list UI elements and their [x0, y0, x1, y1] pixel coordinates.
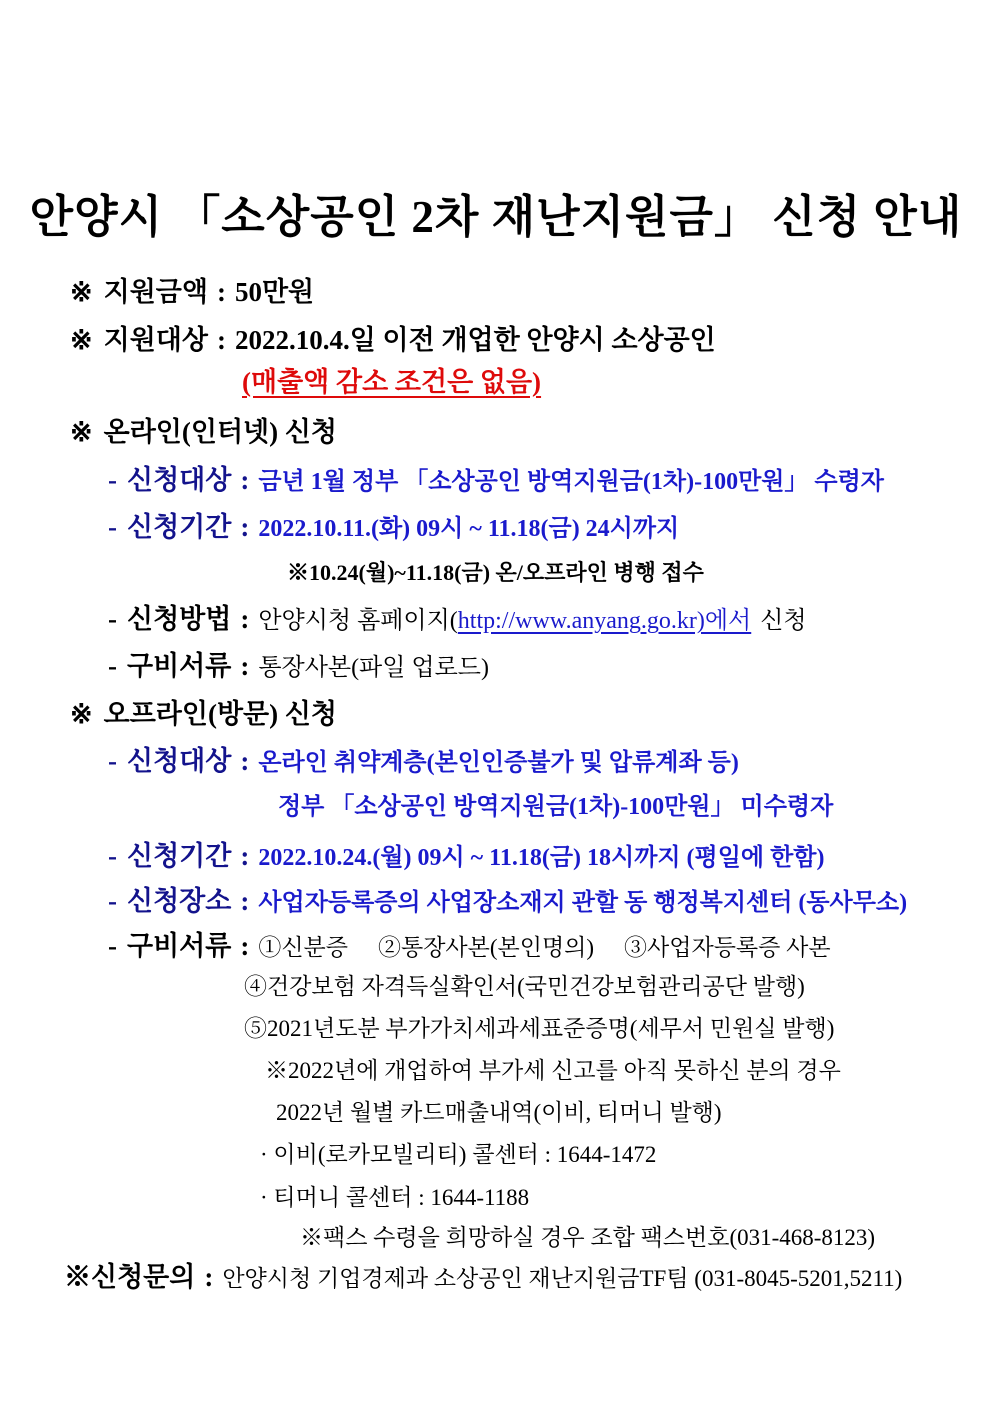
online-docs-value: 통장사본(파일 업로드) — [258, 655, 489, 681]
online-method-prefix: 안양시청 홈페이지( — [258, 608, 458, 634]
support-target-value: 2022.10.4.일 이전 개업한 안양시 소상공인 — [234, 325, 716, 355]
colon: : — [240, 931, 250, 961]
doc-item-bankbook: ②통장사본(본인명의) — [377, 935, 595, 960]
colon: : — [240, 746, 250, 776]
tmoney-callcenter-line — [260, 1184, 529, 1213]
fax-note-text: ※팩스 수령을 희망하실 경우 조합 팩스번호(031-468-8123) — [300, 1225, 876, 1250]
online-target-line — [108, 464, 884, 498]
dash-bullet: - — [108, 841, 117, 871]
colon: : — [216, 277, 226, 307]
online-period-value: 2022.10.11.(화) 09시 ~ 11.18(금) 24시까지 — [258, 516, 680, 542]
offline-target-line — [108, 745, 739, 779]
offline-target-value2: 정부 「소상공인 방역지원금(1차)-100만원」 미수령자 — [278, 794, 834, 820]
colon: : — [216, 325, 226, 355]
offline-period-label: 신청기간 — [127, 841, 232, 871]
inquiry-value: 안양시청 기업경제과 소상공인 재난지원금TF팀 (031-8045-5201,5211) — [222, 1266, 903, 1291]
dash-bullet: - — [108, 604, 117, 634]
colon: : — [204, 1262, 214, 1292]
no-sales-condition-note — [242, 366, 541, 400]
doc-item-id-card: ①신분증 — [258, 935, 348, 960]
card-sales-note-line — [276, 1099, 722, 1128]
online-period-line — [108, 511, 679, 545]
offline-place-label: 신청장소 — [127, 886, 232, 916]
offline-heading-text: 오프라인(방문) 신청 — [103, 699, 338, 729]
colon: : — [240, 651, 250, 681]
dual-channel-note: ※10.24(월)~11.18(금) 온/오프라인 병행 접수 — [287, 560, 704, 585]
online-target-label: 신청대상 — [127, 465, 232, 495]
online-section-heading — [70, 416, 337, 450]
emphasis-red-text: (매출액 감소 조건은 없음) — [242, 367, 542, 397]
offline-target-label: 신청대상 — [127, 746, 232, 776]
support-amount-label: 지원금액 — [103, 277, 208, 307]
offline-docs-extra1-line — [244, 973, 805, 1002]
page-title: 안양시 「소상공인 2차 재난지원금」 신청 안내 — [29, 192, 963, 243]
dash-bullet: - — [108, 512, 117, 542]
eb-callcenter-text: · 이비(로카모빌리티) 콜센터 : 1644-1472 — [260, 1142, 657, 1167]
support-amount-value: 50만원 — [234, 277, 315, 307]
vat-exception-note-line — [265, 1057, 841, 1086]
dash-bullet: - — [108, 651, 117, 681]
tmoney-callcenter-text: · 티머니 콜센터 : 1644-1188 — [260, 1185, 530, 1210]
online-heading-text: 온라인(인터넷) 신청 — [103, 417, 338, 447]
offline-docs-extra2-line — [244, 1015, 834, 1044]
anyang-homepage-link[interactable]: http://www.anyang.go.kr)에서 — [457, 608, 752, 634]
dash-bullet: - — [108, 465, 117, 495]
colon: : — [240, 604, 250, 634]
colon: : — [240, 886, 250, 916]
online-method-label: 신청방법 — [127, 604, 232, 634]
colon: : — [240, 465, 250, 495]
online-method-suffix: 신청 — [760, 608, 807, 634]
online-docs-label: 구비서류 — [127, 651, 232, 681]
offline-docs-line — [108, 930, 831, 964]
offline-target-continuation-line — [278, 792, 833, 822]
offline-docs-label: 구비서류 — [127, 931, 232, 961]
offline-section-heading — [70, 698, 337, 732]
inquiry-line — [64, 1261, 902, 1295]
vat-exception-note: ※2022년에 개업하여 부가세 신고를 아직 못하신 분의 경우 — [265, 1058, 841, 1083]
dash-bullet: - — [108, 746, 117, 776]
inquiry-label: 신청문의 — [91, 1262, 196, 1292]
fax-note-line — [300, 1224, 875, 1253]
online-method-line — [108, 603, 807, 637]
reference-mark: ※ — [70, 417, 93, 447]
offline-place-line — [108, 885, 907, 919]
dash-bullet: - — [108, 886, 117, 916]
doc-item-health-insurance: ④건강보험 자격득실확인서(국민건강보험관리공단 발행) — [244, 974, 805, 999]
offline-target-value: 온라인 취약계층(본인인증불가 및 압류계좌 등) — [258, 750, 739, 776]
eb-callcenter-line — [260, 1141, 656, 1170]
offline-place-value: 사업자등록증의 사업장소재지 관할 동 행정복지센터 (동사무소) — [258, 890, 908, 916]
reference-mark: ※ — [64, 1262, 91, 1292]
online-period-label: 신청기간 — [127, 512, 232, 542]
card-sales-note: 2022년 월별 카드매출내역(이비, 티머니 발행) — [276, 1100, 722, 1125]
colon: : — [240, 841, 250, 871]
reference-mark: ※ — [70, 277, 93, 307]
offline-period-line — [108, 840, 824, 874]
offline-period-value: 2022.10.24.(월) 09시 ~ 11.18(금) 18시까지 (평일에 한함) — [258, 845, 825, 871]
reference-mark: ※ — [70, 325, 93, 355]
colon: : — [240, 512, 250, 542]
doc-item-business-registration: ③사업자등록증 사본 — [624, 935, 831, 960]
reference-mark: ※ — [70, 699, 93, 729]
online-period-note-line — [287, 559, 704, 587]
dash-bullet: - — [108, 931, 117, 961]
online-target-value: 금년 1월 정부 「소상공인 방역지원금(1차)-100만원」 수령자 — [258, 469, 884, 495]
online-docs-line — [108, 650, 489, 684]
support-target-line — [70, 324, 716, 358]
support-target-label: 지원대상 — [103, 325, 208, 355]
support-amount-line — [70, 276, 314, 310]
doc-item-vat-certificate: ⑤2021년도분 부가가치세과세표준증명(세무서 민원실 발행) — [244, 1016, 835, 1041]
